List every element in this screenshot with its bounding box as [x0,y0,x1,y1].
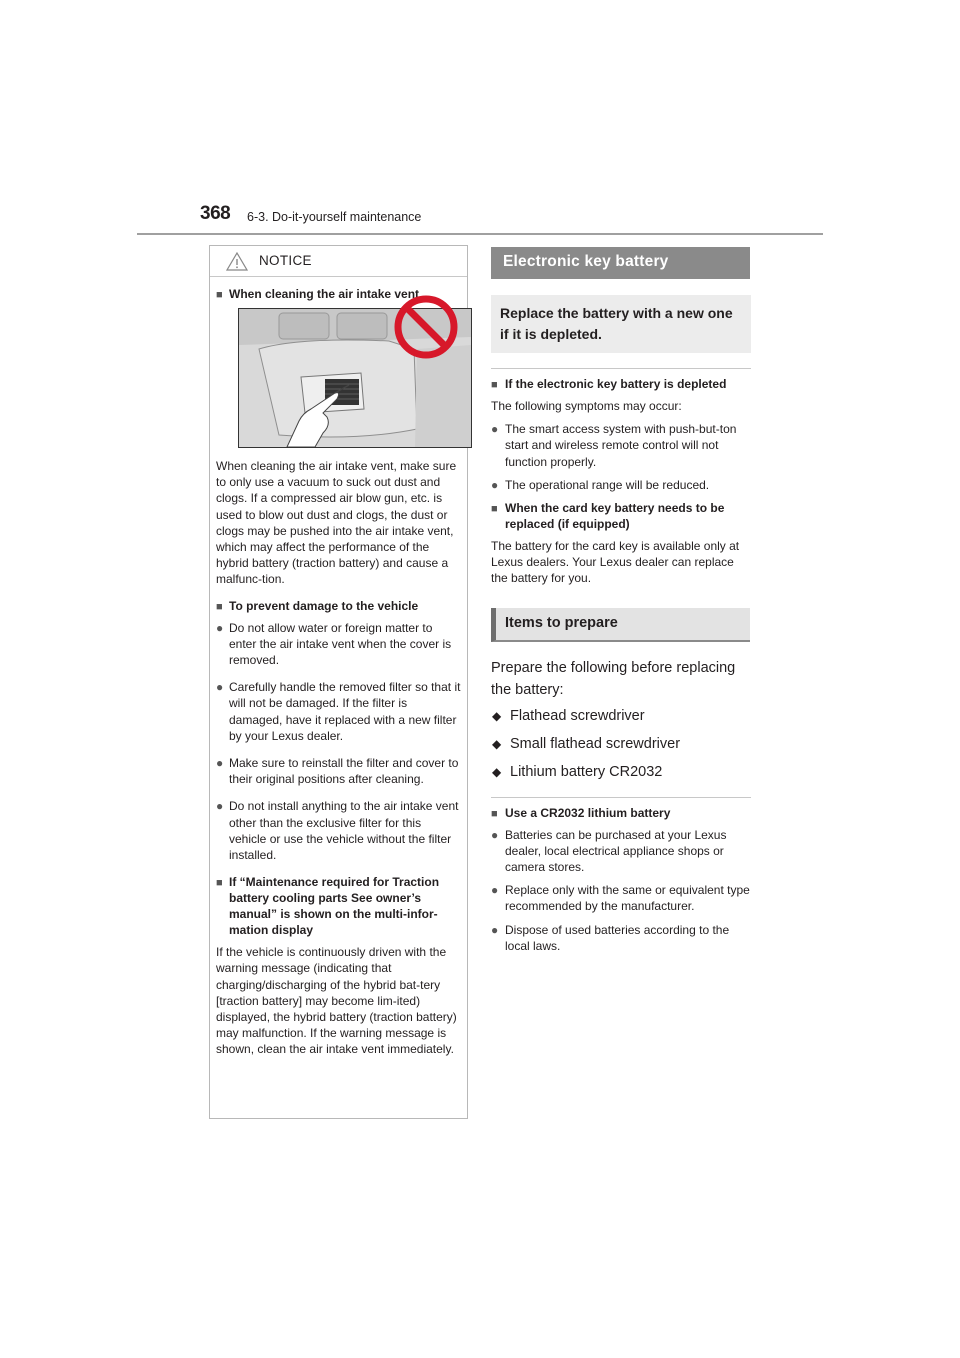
section-title: 6-3. Do-it-yourself maintenance [247,210,422,224]
page-number: 368 [200,203,231,224]
bullet-item: ● The smart access system with push-but-ton start and wireless remote control will not function properly. [491,422,737,469]
notice-paragraph-cleaning: When cleaning the air intake vent, make sure to only use a vacuum to suck out dust and clogs. If a compressed air blow gun, etc. is used to blow out dust and clogs, the dust or clogs may be pushed into the air intake vent, which may affect the performance of the hybrid battery (traction battery) and cause a malfunc-tion. [216,459,457,587]
item-small-flathead-screwdriver: ◆ Small flathead screwdriver [492,735,681,752]
subheading-card-key: ■ When the card key battery needs to be replaced (if equipped) [491,501,725,532]
subheading-depleted: ■ If the electronic key battery is depleted [491,377,727,391]
divider [491,797,751,798]
section-heading-electronic-key-battery: Electronic key battery [491,247,750,279]
notice-bullet: ● Do not allow water or foreign matter to enter the air intake vent when the cover is removed. [216,620,452,668]
item-flathead-screwdriver: ◆ Flathead screwdriver [492,707,645,724]
item-lithium-battery: ◆ Lithium battery CR2032 [492,763,663,780]
paragraph-symptoms: The following symptoms may occur: [491,399,682,413]
header-rule [137,233,823,235]
notice-box [209,245,468,1119]
notice-bullet: ● Make sure to reinstall the filter and cover to their original positions after cleaning. [216,756,459,787]
notice-bullet: ● Carefully handle the removed filter so that it will not be damaged. If the filter is damaged, have it replaced with a new filter by your Lexus dealer. [216,680,461,743]
prohibited-icon [393,294,459,360]
lead-box: Replace the battery with a new one if it is depleted. [491,295,751,353]
paragraph-prepare: Prepare the following before replacing the battery: [491,659,736,698]
right-column [491,247,751,961]
paragraph-card-key: The battery for the card key is available only at Lexus dealers. Your Lexus dealer can replace the battery for you. [491,539,740,586]
bullet-item: ● Batteries can be purchased at your Lexus dealer, local electrical appliance shops or camera stores. [491,827,727,875]
notice-bullet: ● Do not install anything to the air intake vent other than the exclusive filter for this vehicle or use the vehicle without the filter installed. [216,799,459,863]
bullet-item: ● Replace only with the same or equivalent type recommended by the manufacturer. [491,883,750,914]
bullet-item: ● The operational range will be reduced. [491,477,710,492]
warning-triangle-icon [226,252,248,271]
divider [491,368,751,369]
notice-heading-cleaning: ■ When cleaning the air intake vent [216,287,420,301]
notice-header [210,246,467,277]
notice-title: NOTICE [259,253,312,268]
notice-paragraph-warning: If the vehicle is continuously driven with the warning message (indicating that charging/discharging of the hybrid bat-tery [traction battery] may become lim-ited) displayed, the hybrid battery (traction battery) may malfunction. If the warning message is shown, clean the air intake vent immediately. [216,945,457,1057]
section-heading-items-to-prepare: Items to prepare [491,608,750,642]
subheading-cr2032: ■ Use a CR2032 lithium battery [491,805,671,820]
bullet-item: ● Dispose of used batteries according to the local laws. [491,922,730,953]
notice-heading-damage: ■ To prevent damage to the vehicle [216,598,419,613]
notice-heading-maintenance: ■ If “Maintenance required for Traction battery cooling parts See owner’s manual” is shown on the multi-infor-mation display [216,875,440,938]
